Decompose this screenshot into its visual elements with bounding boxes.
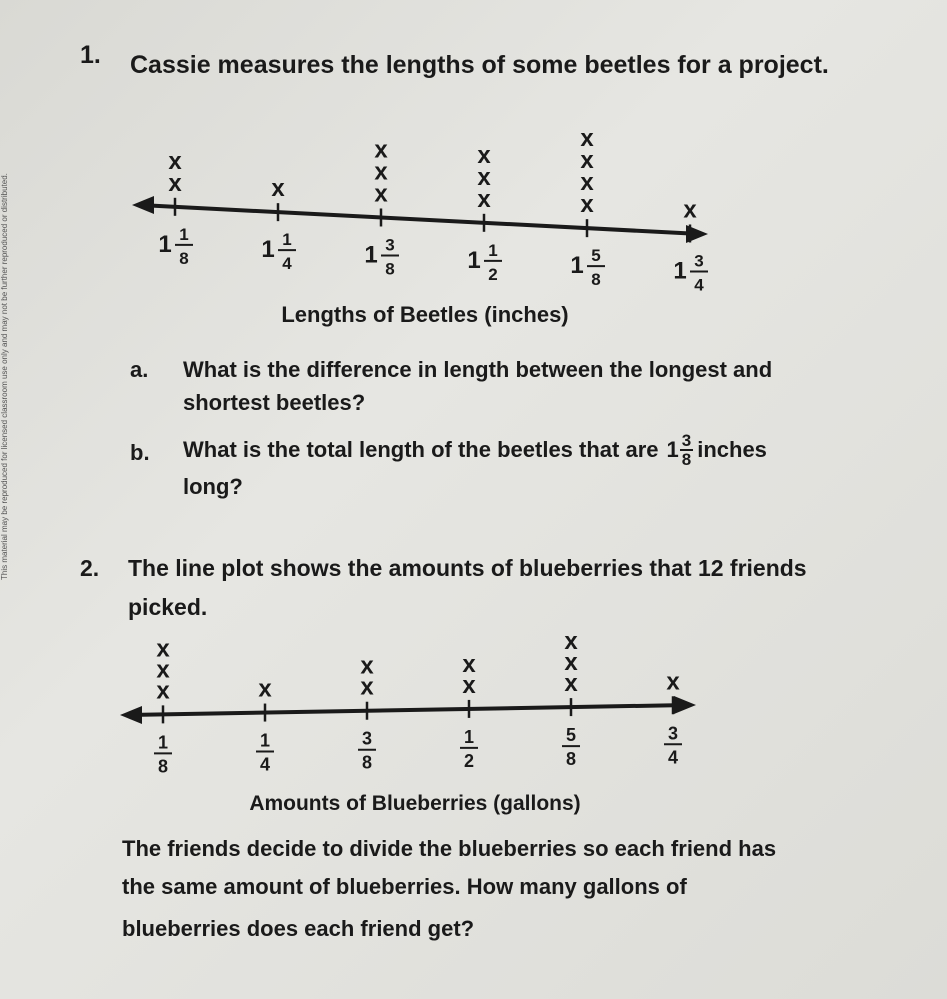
x-mark: x xyxy=(360,652,374,680)
tick-label-numerator: 5 xyxy=(591,246,601,266)
tick-label-denominator: 8 xyxy=(565,749,577,770)
q1-prompt: Cassie measures the lengths of some beetles for a project. xyxy=(130,51,829,79)
x-mark: x xyxy=(168,169,182,197)
tick-label-numerator: 3 xyxy=(385,235,395,255)
q1-part-b-text-pre: What is the total length of the beetles that are xyxy=(183,436,659,462)
axis-left-arrow xyxy=(120,706,142,724)
x-mark: x xyxy=(564,649,578,677)
x-mark: x xyxy=(168,147,182,175)
tick-label-denominator: 8 xyxy=(361,752,373,773)
x-mark: x xyxy=(477,141,491,169)
q1-part-a-label: a. xyxy=(130,357,149,382)
x-mark: x xyxy=(374,158,388,186)
q1-part-a-line2: shortest beetles? xyxy=(183,390,366,415)
q2-question-line3: blueberries does each friend get? xyxy=(122,916,475,941)
q1-part-a-line1: What is the difference in length between the longest and xyxy=(183,357,773,382)
axis-right-arrow xyxy=(674,696,696,714)
tick-label xyxy=(460,727,478,771)
x-mark: x xyxy=(477,163,491,191)
tick-label-denominator: 8 xyxy=(179,248,189,268)
tick-label-denominator: 4 xyxy=(259,754,271,775)
tick-label-numerator: 1 xyxy=(259,730,271,751)
tick-label-denominator: 4 xyxy=(694,275,704,295)
tick-label-whole: 1 xyxy=(364,241,378,269)
tick-label-denominator: 2 xyxy=(463,750,475,771)
x-mark: x xyxy=(156,656,170,684)
x-mark: x xyxy=(156,677,170,705)
tick-label-numerator: 3 xyxy=(361,728,373,749)
tick-label xyxy=(562,725,580,769)
q2-question-line2: the same amount of blueberries. How many gallons of xyxy=(122,874,687,899)
tick-label-numerator: 1 xyxy=(488,240,498,260)
q2-prompt-line1: The line plot shows the amounts of blueberries that 12 friends xyxy=(128,555,807,581)
x-mark: x xyxy=(580,191,594,219)
x-mark: x xyxy=(462,671,476,699)
tick-label-numerator: 1 xyxy=(157,732,169,753)
q1-part-b-numerator: 3 xyxy=(681,431,692,450)
q2-number: 2. xyxy=(80,555,100,581)
tick-label-whole: 1 xyxy=(570,252,584,280)
tick-label-numerator: 1 xyxy=(463,726,475,747)
x-mark: x xyxy=(564,670,578,698)
x-mark: x xyxy=(666,668,680,696)
x-mark: x xyxy=(462,650,476,678)
x-mark: x xyxy=(374,136,388,164)
tick-label-denominator: 8 xyxy=(157,756,169,777)
tick-label-numerator: 5 xyxy=(565,725,577,746)
q1-part-b-text-post: inches xyxy=(697,436,767,462)
tick-label-denominator: 8 xyxy=(385,259,395,279)
q2-prompt-line2: picked. xyxy=(128,594,208,620)
x-mark: x xyxy=(374,180,388,208)
q1-part-b-denominator: 8 xyxy=(681,450,692,469)
x-mark: x xyxy=(477,185,491,213)
tick-label xyxy=(154,732,172,776)
q2-question-line1: The friends decide to divide the blueberries so each friend has xyxy=(122,836,777,861)
x-mark: x xyxy=(156,635,170,663)
tick-label-denominator: 2 xyxy=(488,264,498,284)
q1-part-b-line2: long? xyxy=(183,474,243,499)
tick-label-whole: 1 xyxy=(158,230,172,258)
plot-title: Amounts of Blueberries (gallons) xyxy=(249,792,581,815)
x-mark: x xyxy=(564,628,578,656)
x-mark: x xyxy=(683,196,697,224)
x-mark: x xyxy=(271,175,285,203)
tick-label-denominator: 4 xyxy=(667,747,679,768)
tick-label-numerator: 3 xyxy=(667,723,679,744)
x-mark: x xyxy=(258,675,272,703)
plot-title: Lengths of Beetles (inches) xyxy=(281,302,569,327)
tick-label-denominator: 4 xyxy=(282,254,292,274)
x-mark: x xyxy=(580,169,594,197)
axis-line xyxy=(128,705,688,715)
tick-label-whole: 1 xyxy=(467,246,481,274)
tick-label-numerator: 1 xyxy=(282,230,292,250)
q1-number: 1. xyxy=(80,41,101,69)
tick-label xyxy=(256,731,274,775)
x-mark: x xyxy=(580,147,594,175)
tick-label-numerator: 3 xyxy=(694,251,704,271)
q1-part-b-label: b. xyxy=(130,440,150,465)
tick-label-numerator: 1 xyxy=(179,224,189,244)
q1-part-b-mixed-whole: 1 xyxy=(666,436,679,462)
copyright-margin-note: This material may be reproduced for licensed classroom use only and may not be further reproduced or distributed. xyxy=(0,173,9,580)
tick-label-denominator: 8 xyxy=(591,270,601,290)
tick-label-whole: 1 xyxy=(261,236,275,264)
x-mark: x xyxy=(580,125,594,153)
x-mark: x xyxy=(360,673,374,701)
tick-label xyxy=(358,729,376,773)
tick-label xyxy=(664,723,682,767)
tick-label-whole: 1 xyxy=(673,257,687,285)
